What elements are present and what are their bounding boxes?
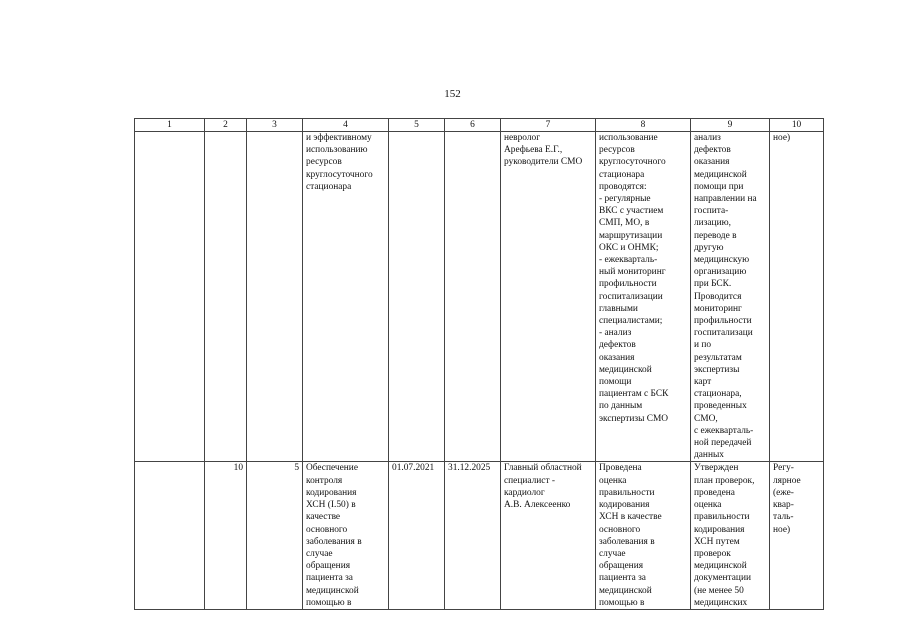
document-table xyxy=(134,118,824,610)
cell-responsible: невролог Арефьева Е.Г., руководители СМО xyxy=(501,132,596,462)
column-header: 4 xyxy=(303,119,389,132)
cell-number xyxy=(135,132,205,462)
cell-frequency: ное) xyxy=(770,132,824,462)
column-header: 1 xyxy=(135,119,205,132)
cell-item-number: 10 xyxy=(205,462,247,609)
cell-subitem-number xyxy=(247,132,303,462)
column-header: 6 xyxy=(445,119,501,132)
cell-item-number xyxy=(205,132,247,462)
cell-indicator: анализ дефектов оказания медицинской помощи при направлении на госпита- лизацию, переводе в другую медицинскую организацию при БСК. Проводится мониторинг профильности госпитализаци и по результатам экспертизы карт стационара, проведенных СМО, с ежекварталь- ной передачей данных xyxy=(691,132,770,462)
cell-end-date xyxy=(445,132,501,462)
column-header: 8 xyxy=(596,119,691,132)
cell-number xyxy=(135,462,205,609)
table-row-continued xyxy=(135,132,824,462)
cell-responsible: Главный областной специалист - кардиолог А.В. Алексеенко xyxy=(501,462,596,609)
cell-measure: Обеспечение контроля кодирования ХСН (I.50) в качестве основного заболевания в случае обращения пациента за медицинской помощью в xyxy=(303,462,389,609)
column-header: 3 xyxy=(247,119,303,132)
column-header: 7 xyxy=(501,119,596,132)
cell-start-date: 01.07.2021 xyxy=(389,462,445,609)
cell-subitem-number: 5 xyxy=(247,462,303,609)
cell-indicator: Утвержден план проверок, проведена оценка правильности кодирования ХСН путем проверок медицинской документации (не менее 50 медицинских xyxy=(691,462,770,609)
column-header: 5 xyxy=(389,119,445,132)
cell-frequency: Регу- лярное (еже- квар- таль- ное) xyxy=(770,462,824,609)
table-row xyxy=(135,462,824,609)
cell-end-date: 31.12.2025 xyxy=(445,462,501,609)
cell-measure: и эффективному использованию ресурсов круглосуточного стационара xyxy=(303,132,389,462)
cell-result: Проведена оценка правильности кодирования ХСН в качестве основного заболевания в случае обращения пациента за медицинской помощью в xyxy=(596,462,691,609)
cell-result: использование ресурсов круглосуточного стационара проводятся: - регулярные ВКС с участием СМП, МО, в маршрутизации ОКС и ОНМК; - ежекварталь- ный мониторинг профильности госпитализации главными специалистами; - анализ дефектов оказания медицинской помощи пациентам с БСК по данным экспертизы СМО xyxy=(596,132,691,462)
table-header-row xyxy=(135,119,824,132)
page-number: 152 xyxy=(444,88,461,100)
column-header: 9 xyxy=(691,119,770,132)
column-header: 2 xyxy=(205,119,247,132)
cell-start-date xyxy=(389,132,445,462)
column-header: 10 xyxy=(770,119,824,132)
